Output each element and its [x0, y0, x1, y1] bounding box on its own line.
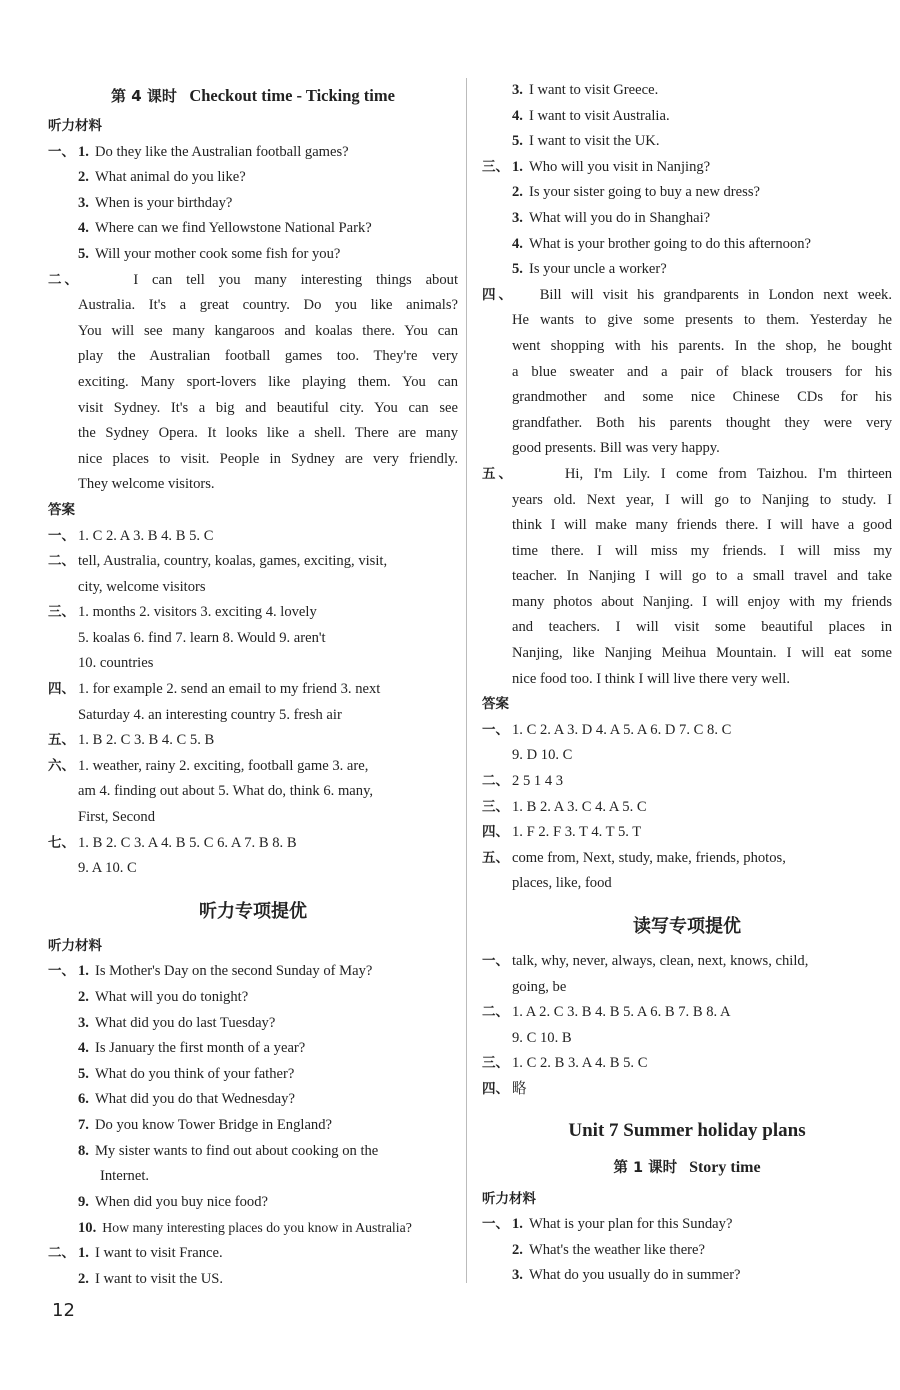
passage-line: think I will make many friends there. I will have a good: [512, 517, 892, 534]
unit-title: Unit 7 Summer holiday plans: [568, 1119, 806, 1141]
answer-line: 五、 come from, Next, study, make, friends, photos,: [482, 849, 786, 866]
answer-line: 二、 tell, Australia, country, koalas, games, exciting, visit,: [48, 553, 388, 570]
listening-extra-section-2: [48, 1241, 458, 1292]
answer-line: 四、 略: [482, 1080, 527, 1097]
passage-line: visit Sydney. It's a big and beautiful city. You can see: [78, 399, 458, 416]
list-item: 7. Do you know Tower Bridge in England?: [78, 1116, 332, 1133]
answer-line: 二、 1. A 2. C 3. B 4. B 5. A 6. B 7. B 8. A: [482, 1004, 731, 1021]
answer-line: going, be: [512, 978, 567, 995]
lesson-title: 第 1 课时 Story time: [613, 1158, 761, 1176]
answer-line: 9. C 10. B: [512, 1029, 572, 1046]
listening-extra-section-2-cont: [482, 78, 892, 155]
list-item: 2. What will you do tonight?: [78, 989, 249, 1005]
passage-line: good presents. Bill was very happy.: [512, 440, 720, 457]
list-item: 3. When is your birthday?: [78, 194, 233, 211]
answer-line: 9. A 10. C: [78, 860, 137, 877]
listening-extra-section-1: [48, 959, 458, 1241]
left-column: [48, 78, 458, 1292]
answer-line: 10. countries: [78, 655, 154, 672]
unit7-listening-section-1: [482, 1212, 892, 1289]
passage-line: years old. Next year, I will go to Nanjing to study. I: [512, 491, 892, 508]
list-item: 5. I want to visit the UK.: [512, 133, 660, 150]
listening-section-1: [48, 140, 458, 268]
listening-extra-section-3: [482, 155, 892, 283]
page-number: 12: [52, 1300, 75, 1321]
listening-label: 听力材料: [48, 937, 102, 954]
passage-line: He wants to give some presents to them. Yesterday he: [512, 312, 892, 329]
answer-line: places, like, food: [512, 875, 612, 892]
list-item: 2. Is your sister going to buy a new dress?: [512, 184, 760, 201]
answer-line: 一、 1. C 2. A 3. B 4. B 5. C: [48, 527, 214, 544]
listening-section-2-passage: [48, 268, 458, 498]
passage-line: nice places to visit. People in Sydney are very friendly.: [78, 450, 458, 467]
answer-line: 二、 2 5 1 4 3: [482, 773, 564, 790]
list-item: 3. What do you usually do in summer?: [512, 1267, 741, 1284]
list-item: 2. What's the weather like there?: [512, 1241, 705, 1258]
answer-line: am 4. finding out about 5. What do, think 6. many,: [78, 783, 374, 800]
passage-line: nice food too. I think I will live there very well.: [512, 670, 791, 687]
list-item: 一、 1. Do they like the Australian football games?: [48, 143, 349, 160]
passage-line: teacher. In Nanjing I will go to a small travel and take: [512, 568, 892, 585]
section-heading-listening: 听力专项提优: [199, 900, 307, 922]
list-item: 3. What will you do in Shanghai?: [512, 209, 711, 226]
list-item: 4. I want to visit Australia.: [512, 107, 670, 124]
passage-line: the Sydney Opera. It looks like a shell. There are many: [78, 425, 458, 442]
right-column: [482, 78, 892, 1289]
list-item: 8. My sister wants to find out about cooking on the: [78, 1142, 379, 1159]
list-item: 3. What did you do last Tuesday?: [78, 1014, 276, 1031]
list-item: 3. I want to visit Greece.: [512, 82, 659, 98]
answer-line: 9. D 10. C: [512, 747, 573, 764]
answers-block: [482, 718, 892, 897]
answer-line: 五、 1. B 2. C 3. B 4. C 5. B: [48, 732, 215, 749]
listening-label: 听力材料: [482, 1190, 536, 1207]
answer-line: 一、 1. C 2. A 3. D 4. A 5. A 6. D 7. C 8. C: [482, 721, 732, 738]
passage-line: a blue sweater and a pair of black trousers for his: [512, 363, 892, 380]
list-item: 4. Where can we find Yellowstone National Park?: [78, 220, 372, 237]
list-item: 5. Will your mother cook some fish for you?: [78, 245, 341, 262]
listening-extra-section-4-passage: [482, 283, 892, 462]
list-item: 5. What do you think of your father?: [78, 1065, 295, 1082]
listening-extra-section-5-passage: [482, 462, 892, 692]
answer-line: 5. koalas 6. find 7. learn 8. Would 9. aren't: [78, 629, 326, 646]
passage-line: exciting. Many sport-lovers like playing them. You can: [78, 373, 458, 390]
rw-answers-block: [482, 949, 892, 1103]
answers-label: 答案: [482, 696, 509, 713]
answer-line: 三、 1. months 2. visitors 3. exciting 4. lovely: [48, 604, 317, 621]
answer-line: Saturday 4. an interesting country 5. fresh air: [78, 706, 342, 723]
lesson-title: 第 4 课时 Checkout time - Ticking time: [111, 86, 395, 105]
answer-line: 六、 1. weather, rainy 2. exciting, football game 3. are,: [48, 757, 369, 774]
answer-line: 四、 1. for example 2. send an email to my friend 3. next: [48, 681, 381, 698]
passage-line: and teachers. I will visit some beautiful places in: [512, 619, 892, 636]
passage-line: grandfather. Both his parents thought they were very: [512, 414, 892, 431]
passage-line: time there. I will miss my friends. I will miss my: [512, 542, 892, 559]
list-item: 2. I want to visit the US.: [78, 1270, 224, 1287]
answer-line: 七、 1. B 2. C 3. A 4. B 5. C 6. A 7. B 8. B: [48, 834, 297, 851]
passage-line: grandmother and some nice Chinese CDs for his: [512, 389, 892, 406]
section-heading-reading-writing: 读写专项提优: [633, 916, 741, 937]
passage-line: 二、 I can tell you many interesting things about: [48, 271, 458, 288]
list-item: 4. What is your brother going to do this afternoon?: [512, 235, 812, 252]
passage-line: play the Australian football games too. They're very: [78, 348, 458, 365]
answer-line: 一、 talk, why, never, always, clean, next, knows, child,: [482, 953, 809, 969]
list-item: Internet.: [100, 1168, 150, 1185]
list-item: 二、 1. I want to visit France.: [48, 1244, 223, 1261]
passage-line: Australia. It's a great country. Do you like animals?: [78, 297, 458, 314]
passage-line: many photos about Nanjing. I will enjoy with my friends: [512, 593, 892, 610]
answer-line: city, welcome visitors: [78, 578, 206, 595]
answer-line: 三、 1. C 2. B 3. A 4. B 5. C: [482, 1055, 648, 1072]
listening-label: 听力材料: [48, 118, 102, 134]
answer-line: 三、 1. B 2. A 3. C 4. A 5. C: [482, 798, 647, 815]
list-item: 6. What did you do that Wednesday?: [78, 1091, 295, 1108]
answers-label: 答案: [48, 501, 75, 518]
list-item: 2. What animal do you like?: [78, 169, 246, 186]
answer-line: 四、 1. F 2. F 3. T 4. T 5. T: [482, 824, 642, 841]
list-item: 一、 1. What is your plan for this Sunday?: [482, 1216, 733, 1233]
passage-line: 五、 Hi, I'm Lily. I come from Taizhou. I'm thirteen: [482, 465, 892, 482]
passage-line: They welcome visitors.: [78, 476, 215, 493]
list-item: 9. When did you buy nice food?: [78, 1193, 269, 1210]
passage-line: You will see many kangaroos and koalas there. You can: [78, 322, 458, 339]
list-item: 三、 1. Who will you visit in Nanjing?: [482, 158, 711, 175]
list-item: 4. Is January the first month of a year?: [78, 1040, 306, 1057]
list-item: 10. How many interesting places do you know in Australia?: [78, 1220, 412, 1237]
list-item: 5. Is your uncle a worker?: [512, 261, 667, 278]
passage-line: 四、 Bill will visit his grandparents in London next week.: [482, 286, 892, 303]
list-item: 一、 1. Is Mother's Day on the second Sunday of May?: [48, 963, 373, 980]
passage-line: went shopping with his parents. In the shop, he bought: [512, 337, 892, 354]
answer-line: First, Second: [78, 809, 156, 826]
column-divider: [466, 78, 467, 1283]
answers-block: [48, 524, 458, 882]
passage-line: Nanjing, like Nanjing Meihua Mountain. I will eat some: [512, 645, 892, 662]
